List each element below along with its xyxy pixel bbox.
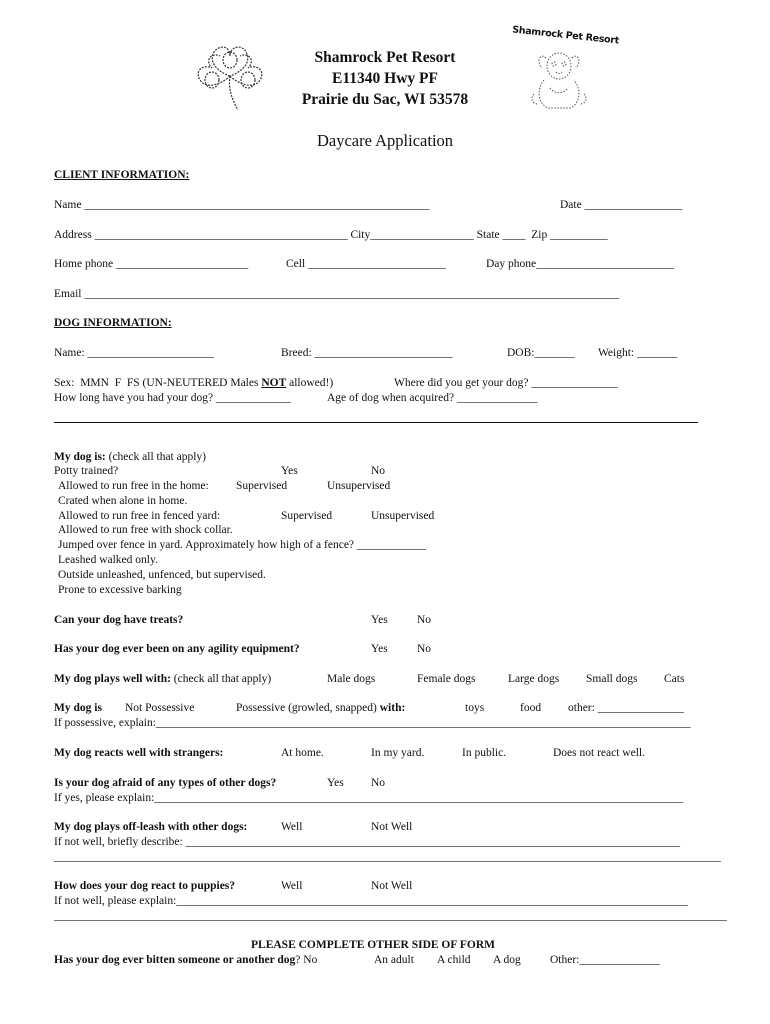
bitten-dog[interactable]: A dog: [493, 954, 521, 966]
agility-yes[interactable]: Yes: [371, 643, 388, 655]
afraid-no[interactable]: No: [371, 777, 386, 789]
bitten-label: Has your dog ever bitten someone or another dog: [54, 954, 296, 966]
bitten-adult[interactable]: An adult: [374, 954, 414, 966]
possessive-other[interactable]: other: _______________: [568, 702, 684, 714]
cell-field[interactable]: Cell ________________________: [286, 258, 447, 270]
not-emphasis: NOT: [261, 377, 287, 389]
offleash-question: My dog plays off-leash with other dogs:: [54, 821, 248, 833]
my-dog-is-note: (check all that apply): [105, 451, 207, 463]
weight-field[interactable]: Weight: _______: [598, 347, 678, 359]
fenced-supervised[interactable]: Supervised: [281, 510, 333, 522]
email-field[interactable]: Email _____________________________________________________________________________________________: [54, 288, 620, 300]
plays-female-dogs[interactable]: Female dogs: [417, 673, 476, 685]
day-phone-field[interactable]: Day phone________________________: [486, 258, 675, 270]
strangers-not-well[interactable]: Does not react well.: [553, 747, 645, 759]
bitten-no[interactable]: ? No: [295, 954, 318, 966]
plays-large-dogs[interactable]: Large dogs: [508, 673, 560, 685]
breed-field[interactable]: Breed: ________________________: [281, 347, 453, 359]
fenced-unsupervised[interactable]: Unsupervised: [371, 510, 435, 522]
strangers-in-yard[interactable]: In my yard.: [371, 747, 425, 759]
jumped-fence-option[interactable]: Jumped over fence in yard. Approximately how high of a fence? ____________: [58, 539, 426, 551]
sex-allowed: allowed!): [286, 377, 334, 389]
puppies-explain-line[interactable]: _____________________________________________________________________________________________________________________: [54, 910, 727, 922]
name-field[interactable]: Name ____________________________________________________________: [54, 199, 430, 211]
leashed-option[interactable]: Leashed walked only.: [58, 554, 158, 566]
offleash-explain-line[interactable]: ____________________________________________________________________________________________________________________: [54, 851, 721, 863]
form-title: Daycare Application: [316, 131, 454, 150]
puppies-well[interactable]: Well: [281, 880, 303, 892]
company-address: E11340 Hwy PF: [332, 70, 438, 87]
agility-question: Has your dog ever been on any agility equipment?: [54, 643, 300, 655]
date-field[interactable]: Date _________________: [560, 199, 683, 211]
shock-collar-option[interactable]: Allowed to run free with shock collar.: [58, 524, 233, 536]
fenced-label: Allowed to run free in fenced yard:: [58, 510, 221, 522]
my-dog-is-heading: [54, 450, 206, 464]
puppies-explain-field[interactable]: If not well, please explain:_________________________________________________________________________________________: [54, 895, 689, 907]
possessive-explain-field[interactable]: If possessive, explain:_____________________________________________________________________________________________: [54, 717, 691, 729]
strangers-at-home[interactable]: At home.: [281, 747, 324, 759]
offleash-explain-field[interactable]: If not well, briefly describe: ______________________________________________________________________________________: [54, 836, 681, 848]
plays-well-label: My dog plays well with:: [54, 673, 171, 685]
dog-heading: DOG INFORMATION:: [54, 317, 172, 329]
potty-label: Potty trained?: [54, 465, 119, 477]
strangers-in-public[interactable]: In public.: [462, 747, 507, 759]
crated-option[interactable]: Crated when alone in home.: [58, 495, 188, 507]
possessive-label: Possessive (growled, snapped): [236, 702, 380, 714]
logo-text: Shamrock Pet Resort: [511, 24, 620, 47]
free-home-unsupervised[interactable]: Unsupervised: [327, 480, 391, 492]
bitten-question: [54, 953, 317, 967]
puppies-question: How does your dog react to puppies?: [54, 880, 236, 892]
not-possessive-option[interactable]: Not Possessive: [125, 702, 195, 714]
plays-small-dogs[interactable]: Small dogs: [586, 673, 638, 685]
where-field[interactable]: Where did you get your dog? _______________: [394, 377, 618, 389]
treats-yes[interactable]: Yes: [371, 614, 388, 626]
plays-male-dogs[interactable]: Male dogs: [327, 673, 376, 685]
potty-yes[interactable]: Yes: [281, 465, 298, 477]
bitten-child[interactable]: A child: [437, 954, 471, 966]
my-dog-is-label: My dog is:: [54, 451, 106, 463]
treats-no[interactable]: No: [417, 614, 432, 626]
client-heading: CLIENT INFORMATION:: [54, 169, 190, 181]
plays-well-heading: [54, 672, 271, 686]
section-divider: [54, 422, 698, 423]
possessive-question: My dog is: [54, 702, 102, 714]
outside-option[interactable]: Outside unleashed, unfenced, but supervised.: [58, 569, 266, 581]
possessive-with: with:: [379, 702, 406, 714]
offleash-not-well[interactable]: Not Well: [371, 821, 413, 833]
bitten-other-field[interactable]: Other:______________: [550, 954, 660, 966]
home-phone-field[interactable]: Home phone _______________________: [54, 258, 249, 270]
possessive-toys[interactable]: toys: [465, 702, 485, 714]
offleash-well[interactable]: Well: [281, 821, 303, 833]
sex-label: Sex: MMN F FS (UN-NEUTERED Males: [54, 377, 262, 389]
potty-no[interactable]: No: [371, 465, 386, 477]
barking-option[interactable]: Prone to excessive barking: [58, 584, 182, 596]
afraid-yes[interactable]: Yes: [327, 777, 344, 789]
puppies-not-well[interactable]: Not Well: [371, 880, 413, 892]
free-home-supervised[interactable]: Supervised: [236, 480, 288, 492]
free-home-label: Allowed to run free in the home:: [58, 480, 209, 492]
afraid-question: Is your dog afraid of any types of other dogs?: [54, 777, 277, 789]
agility-no[interactable]: No: [417, 643, 432, 655]
age-acquired-field[interactable]: Age of dog when acquired? ______________: [327, 392, 538, 404]
afraid-explain-field[interactable]: If yes, please explain:____________________________________________________________________________________________: [54, 792, 684, 804]
address-field[interactable]: Address ____________________________________________ City__________________ State ____ Zip __________: [54, 229, 608, 241]
treats-question: Can your dog have treats?: [54, 614, 184, 626]
other-side-note: PLEASE COMPLETE OTHER SIDE OF FORM: [251, 939, 495, 951]
plays-cats[interactable]: Cats: [664, 673, 685, 685]
strangers-question: My dog reacts well with strangers:: [54, 747, 224, 759]
dog-name-field[interactable]: Name: ______________________: [54, 347, 215, 359]
plays-well-note: (check all that apply): [170, 673, 272, 685]
sex-options[interactable]: [54, 376, 333, 390]
how-long-field[interactable]: How long have you had your dog? _____________: [54, 392, 291, 404]
possessive-food[interactable]: food: [520, 702, 542, 714]
company-city: Prairie du Sac, WI 53578: [301, 91, 469, 108]
company-name: Shamrock Pet Resort: [314, 49, 456, 66]
possessive-option[interactable]: [236, 701, 405, 715]
dob-field[interactable]: DOB:_______: [507, 347, 575, 359]
